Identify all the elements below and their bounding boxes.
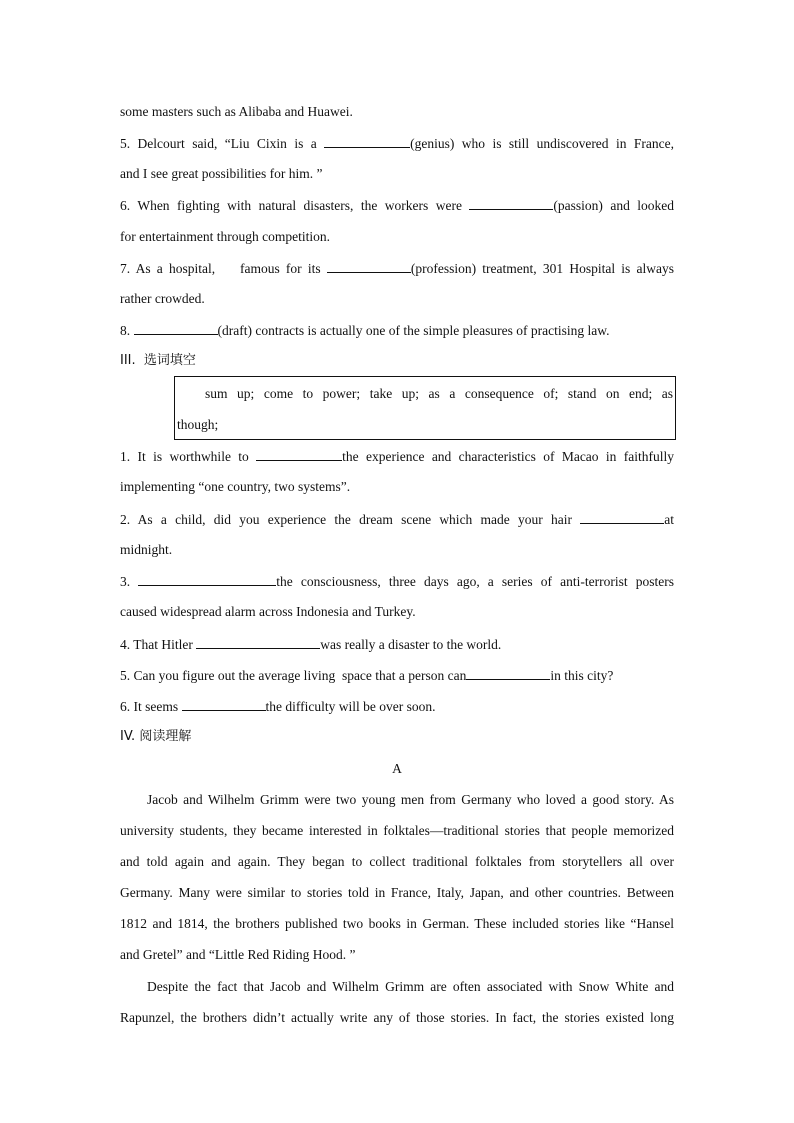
- question-line: 2. As a child, did you experience the dream scene which made your hair at: [120, 512, 674, 527]
- question-line: for entertainment through competition.: [120, 229, 330, 244]
- question-line: 8. (draft) contracts is actually one of the simple pleasures of practising law.: [120, 323, 610, 338]
- answer-blank[interactable]: [134, 321, 218, 335]
- word-bank-item: as a consequence of;: [428, 386, 559, 401]
- question-line: 5. Delcourt said, “Liu Cixin is a (genius) who is still undiscovered in France,: [120, 136, 674, 151]
- paragraph-line: Despite the fact that Jacob and Wilhelm Grimm are often associated with Snow White and: [147, 979, 674, 994]
- question-line: 6. It seems the difficulty will be over soon.: [120, 699, 436, 714]
- question-line: rather crowded.: [120, 291, 205, 306]
- answer-blank[interactable]: [324, 134, 410, 148]
- question-line: 6. When fighting with natural disasters, the workers were (passion) and looked: [120, 198, 675, 213]
- word-bank-item: come to power;: [263, 386, 361, 401]
- word-bank-box: [174, 376, 676, 440]
- word-bank-item: stand on end;: [567, 386, 653, 401]
- answer-blank[interactable]: [256, 447, 342, 461]
- paragraph-line: Rapunzel, the brothers didn’t actually write any of those stories. In fact, the stories existed long: [120, 1010, 674, 1025]
- word-bank-line: though;: [177, 417, 219, 432]
- word-bank-line: [175, 385, 675, 403]
- question-line: 1. It is worthwhile to the experience and characteristics of Macao in faithfully: [120, 449, 675, 464]
- paragraph-line: and Gretel” and “Little Red Riding Hood. ”: [120, 947, 356, 962]
- question-line: implementing “one country, two systems”.: [120, 479, 351, 494]
- question-line: midnight.: [120, 542, 173, 557]
- question-line: caused widespread alarm across Indonesia and Turkey.: [120, 604, 416, 619]
- paragraph-line: 1812 and 1814, the brothers published two books in German. These included stories like “Hansel: [120, 916, 674, 931]
- question-line: 3. the consciousness, three days ago, a series of anti-terrorist posters: [120, 574, 674, 589]
- word-bank-item: as: [661, 386, 674, 401]
- word-bank-item: sum up;: [205, 386, 255, 401]
- text-line: some masters such as Alibaba and Huawei.: [120, 104, 353, 119]
- question-line: 5. Can you figure out the average living space that a person can in this city?: [120, 668, 614, 683]
- section-heading: III. 选词填空: [120, 353, 196, 368]
- question-line: 4. That Hitler was really a disaster to the world.: [120, 637, 502, 652]
- answer-blank[interactable]: [196, 635, 320, 649]
- section-heading: IV. 阅读理解: [120, 729, 192, 744]
- answer-blank[interactable]: [182, 697, 266, 711]
- word-bank-item: take up;: [369, 386, 419, 401]
- answer-blank[interactable]: [138, 572, 276, 586]
- paragraph-line: Germany. Many were similar to stories told in France, Italy, Japan, and other countries. Between: [120, 885, 674, 900]
- passage-label: A: [392, 761, 402, 776]
- paragraph-line: university students, they became interested in folktales—traditional stories that people memorized: [120, 823, 674, 838]
- answer-blank[interactable]: [469, 196, 553, 210]
- answer-blank[interactable]: [327, 259, 411, 273]
- paragraph-line: Jacob and Wilhelm Grimm were two young men from Germany who loved a good story. As: [147, 792, 674, 807]
- answer-blank[interactable]: [466, 666, 550, 680]
- question-line: and I see great possibilities for him. ”: [120, 166, 323, 181]
- answer-blank[interactable]: [580, 510, 664, 524]
- question-line: 7. As a hospital, famous for its (profession) treatment, 301 Hospital is always: [120, 261, 674, 276]
- paragraph-line: and told again and again. They began to collect traditional folktales from storytellers all over: [120, 854, 674, 869]
